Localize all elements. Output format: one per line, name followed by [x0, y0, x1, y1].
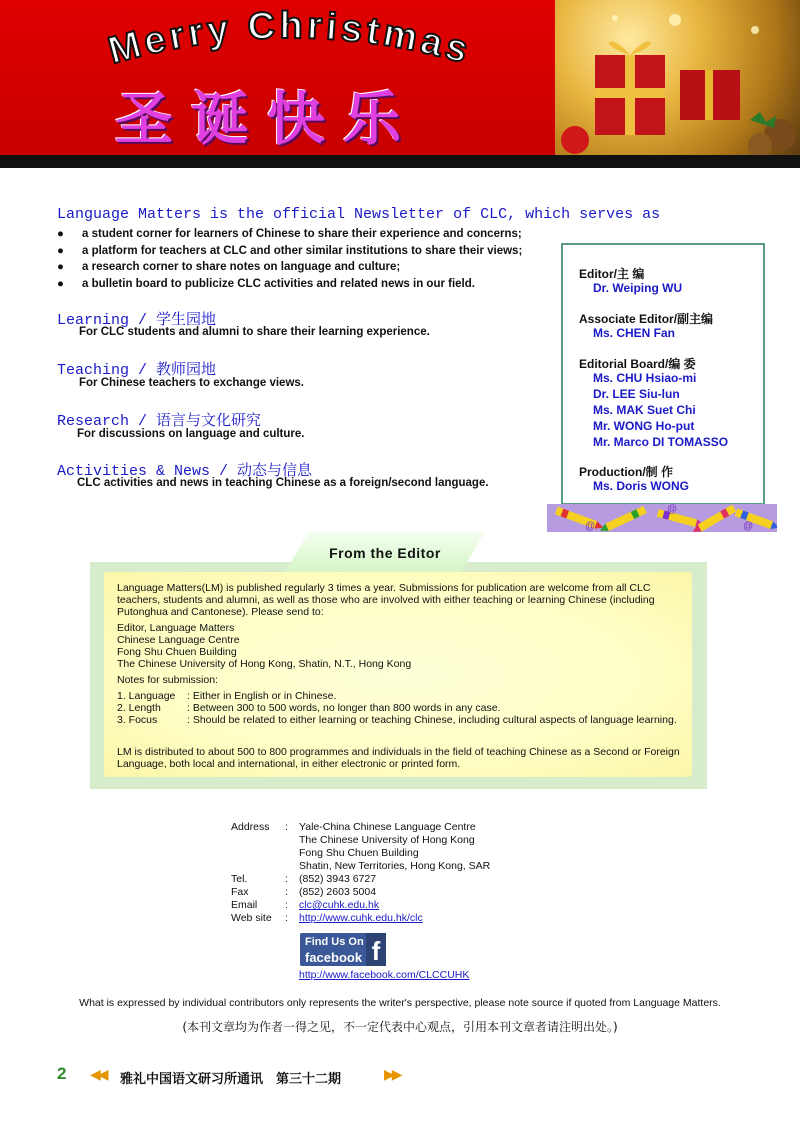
- gift-illustration-icon: [555, 0, 800, 155]
- page-number: 2: [57, 1064, 67, 1083]
- website-label: Web site: [231, 912, 272, 924]
- list-item: [57, 226, 522, 243]
- list-item: [57, 243, 522, 260]
- list-item: [57, 276, 522, 293]
- address-line: The Chinese University of Hong Kong, Shatin, N.T., Hong Kong: [117, 658, 412, 670]
- website-link[interactable]: http://www.cuhk.edu.hk/clc: [299, 912, 423, 924]
- bullet-text: a platform for teachers at CLC and other similar institutions to share their views;: [82, 244, 523, 257]
- address-line: Shatin, New Territories, Hong Kong, SAR: [299, 860, 491, 872]
- production-name: Ms. Doris WONG: [593, 479, 690, 493]
- note-text: : Should be related to either learning or teaching Chinese, including cultural aspects of language learning.: [187, 714, 677, 726]
- facebook-badge-line1: Find Us On: [305, 936, 364, 948]
- list-item: [57, 259, 522, 276]
- bullet-icon: ●: [57, 277, 64, 290]
- note-text: : Between 300 to 500 words, no longer than 800 words in any case.: [187, 702, 501, 714]
- double-arrow-left-icon: ◀◀: [90, 1066, 106, 1082]
- editorial-board-box: [561, 243, 765, 505]
- fax-label: Fax: [231, 886, 249, 898]
- svg-text:@: @: [667, 504, 678, 515]
- tel-label: Tel.: [231, 873, 248, 885]
- facebook-link[interactable]: http://www.facebook.com/CLCCUHK: [299, 969, 470, 981]
- email-label: Email: [231, 899, 258, 911]
- section-desc-teaching: For Chinese teachers to exchange views.: [79, 377, 304, 389]
- address-line: Chinese Language Centre: [117, 634, 240, 646]
- board-member: Mr. WONG Ho-put: [593, 419, 695, 433]
- note-label: 2. Length: [117, 702, 161, 714]
- footer-title: 雅礼中国语文研习所通讯 第三十二期: [120, 1072, 342, 1087]
- intro-bullet-list: [57, 226, 522, 292]
- editor-role: Editor/主 编: [579, 267, 645, 281]
- header-banner: [0, 0, 800, 168]
- address-line: Editor, Language Matters: [117, 622, 235, 634]
- christmas-gift-photo: [555, 0, 800, 155]
- disclaimer-chinese: (本刊文章均为作者一得之见，不一定代表中心观点，引用本刊文章者请注明出处。): [182, 1020, 618, 1034]
- section-heading-teaching: Teaching / 教师园地: [57, 362, 217, 379]
- section-desc-research: For discussions on language and culture.: [77, 428, 305, 440]
- from-editor-para2: LM is distributed to about 500 to 800 programmes and individuals in the field of teaching Chinese as a Second or Foreign Language, both local and international, in either electronic or printed form.: [117, 746, 680, 770]
- colon: :: [285, 912, 288, 924]
- production-role: Production/制 作: [579, 465, 673, 479]
- intro-lead: Language Matters is the official Newsletter of CLC, which serves as: [57, 206, 661, 223]
- address-line: Fong Shu Chuen Building: [117, 646, 237, 658]
- fax-value: (852) 2603 5004: [299, 886, 377, 898]
- facebook-badge-line2: facebook: [305, 950, 363, 965]
- board-member: Ms. CHU Hsiao-mi: [593, 371, 697, 385]
- notes-title: Notes for submission:: [117, 674, 218, 686]
- board-member: Mr. Marco DI TOMASSO: [593, 435, 729, 449]
- title-chinese: 圣诞快乐: [115, 85, 420, 153]
- board-member: Ms. MAK Suet Chi: [593, 403, 696, 417]
- bullet-icon: ●: [57, 228, 64, 240]
- svg-text:Merry Christmas: [104, 8, 476, 73]
- colon: :: [285, 873, 288, 885]
- bullet-text: a bulletin board to publicize CLC activities and related news in our field.: [82, 277, 475, 290]
- svg-text:@: @: [743, 521, 754, 532]
- address-line: Fong Shu Chuen Building: [299, 847, 419, 859]
- note-label: 3. Focus: [117, 714, 158, 726]
- note-text: : Either in English or in Chinese.: [187, 690, 337, 702]
- bullet-text: a student corner for learners of Chinese to share their experience and concerns;: [82, 228, 522, 240]
- banner-black-strip: [0, 155, 800, 168]
- bullet-text: a research corner to share notes on language and culture;: [82, 261, 401, 273]
- tel-value: (852) 3943 6727: [299, 873, 377, 885]
- colon: :: [285, 899, 288, 911]
- colon: :: [285, 886, 288, 898]
- assoc-editor-name: Ms. CHEN Fan: [593, 326, 676, 340]
- section-desc-activities: CLC activities and news in teaching Chinese as a foreign/second language.: [77, 477, 489, 489]
- address-line: Yale-China Chinese Language Centre: [299, 821, 476, 833]
- bullet-icon: ●: [57, 244, 64, 257]
- board-member: Dr. LEE Siu-lun: [593, 387, 680, 401]
- assoc-editor-role: Associate Editor/副主编: [579, 312, 714, 326]
- section-heading-learning: Learning / 学生园地: [57, 312, 217, 329]
- colon: :: [285, 821, 288, 833]
- section-heading-research: Research / 语言与文化研究: [57, 413, 262, 430]
- bullet-icon: ●: [57, 261, 64, 273]
- from-editor-para1: Language Matters(LM) is published regularly 3 times a year. Submissions for publication are welcome from all CLC teachers, students and alumni, as well as those who are involved with either teaching or learning Chinese (including Putonghua and Cantonese). Please send to:: [117, 582, 655, 618]
- svg-text:@: @: [585, 521, 596, 532]
- facebook-icon: f: [366, 933, 386, 966]
- address-line: The Chinese University of Hong Kong: [299, 834, 475, 846]
- address-label: Address: [231, 821, 270, 833]
- board-role: Editorial Board/编 委: [579, 357, 696, 371]
- disclaimer-english: What is expressed by individual contributors only represents the writer's perspective, please note source if quoted from Language Matters.: [79, 997, 721, 1009]
- from-editor-label: From the Editor: [329, 545, 441, 561]
- editor-name: Dr. Weiping WU: [593, 281, 683, 295]
- crayon-decoration: [547, 504, 777, 532]
- crayon-icon: [547, 504, 777, 532]
- title-en-text: Merry Christmas: [104, 8, 477, 73]
- section-heading-activities: Activities & News / 动态与信息: [57, 463, 313, 480]
- email-link[interactable]: clc@cuhk.edu.hk: [299, 899, 380, 911]
- note-label: 1. Language: [117, 690, 176, 702]
- double-arrow-right-icon: ▶▶: [384, 1066, 400, 1082]
- section-desc-learning: For CLC students and alumni to share their learning experience.: [79, 326, 430, 338]
